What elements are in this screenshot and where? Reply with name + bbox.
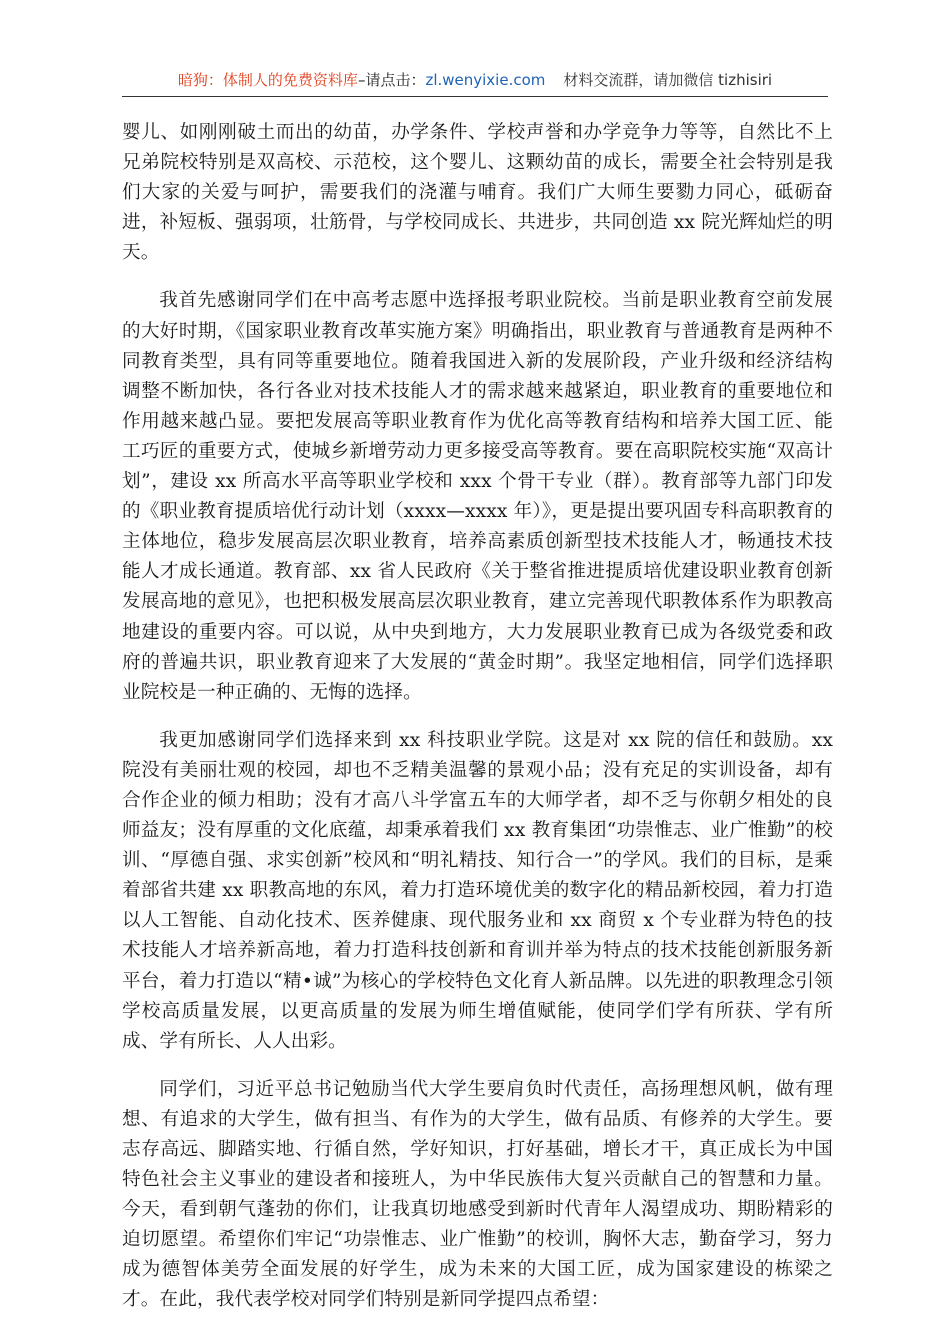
page-header bbox=[122, 66, 828, 97]
header-contact: 材料交流群，请加微信 tizhisiri bbox=[563, 71, 773, 89]
paragraph-students-hopes: 同学们，习近平总书记勉励当代大学生要肩负时代责任，高扬理想风帆，做有理想、有追求的大学生，做有担当、有作为的大学生，做有品质、有修养的大学生。要志存高远、脚踏实地、行循自然，学好知识，打好基础，增长才干，真正成长为中国特色社会主义事业的建设者和接班人，为中华民族伟大复兴贡献自己的智慧和力量。今天，看到朝气蓬勃的你们，让我真切地感受到新时代青年人渴望成功、期盼精彩的迫切愿望。希望你们牢记“功崇惟志、业广惟勤”的校训，胸怀大志，勤奋学习，努力成为德智体美劳全面发展的好学生，成为未来的大国工匠，成为国家建设的栋梁之才。在此，我代表学校对同学们特别是新同学提四点希望： bbox=[122, 1078, 833, 1311]
header-link[interactable]: zl.wenyixie.com bbox=[425, 71, 546, 89]
paragraph-vocational-choice: 我首先感谢同学们在中高考志愿中选择报考职业院校。当前是职业教育空前发展的大好时期，《国家职业教育改革实施方案》明确指出，职业教育与普通教育是两种不同教育类型，具有同等重要地位。随着我国进入新的发展阶段，产业升级和经济结构调整不断加快，各行各业对技术技能人才的需求越来越紧迫，职业教育的重要地位和作用越来越凸显。要把发展高等职业教育作为优化高等教育结构和培养大国工匠、能工巧匠的重要方式，使城乡新增劳动力更多接受高等教育。要在高职院校实施“双高计划”，建设 xx 所高水平高等职业学校和 xxx 个骨干专业（群）。教育部等九部门印发的《职业教育提质培优行动计划（xxxx—xxxx 年）》，更是提出要巩固专科高职教育的主体地位，稳步发展高层次职业教育，培养高素质创新型技术技能人才，畅通技术技能人才成长通道。教育部、xx 省人民政府《关于整省推进提质培优建设职业教育创新发展高地的意见》，也把积极发展高层次职业教育，建立完善现代职教体系作为职教高地建设的重要内容。可以说，从中央到地方，大力发展职业教育已成为各级党委和政府的普遍共识，职业教育迎来了大发展的“黄金时期”。我坚定地相信，同学们选择职业院校是一种正确的、无悔的选择。 bbox=[122, 290, 833, 703]
paragraph-continued: 婴儿、如刚刚破土而出的幼苗，办学条件、学校声誉和办学竞争力等等，自然比不上兄弟院校特别是双高校、示范校，这个婴儿、这颗幼苗的成长，需要全社会特别是我们大家的关爱与呵护，需要我们的浇灌与哺育。我们广大师生要勠力同心，砥砺奋进，补短板、强弱项，壮筋骨，与学校同成长、共进步，共同创造 xx 院光辉灿烂的明天。 bbox=[122, 122, 833, 264]
header-prompt: –请点击： bbox=[357, 71, 426, 89]
document-body bbox=[122, 118, 833, 1334]
paragraph-college-choice: 我更加感谢同学们选择来到 xx 科技职业学院。这是对 xx 院的信任和鼓励。xx 院没有美丽壮观的校园，却也不乏精美温馨的景观小品；没有充足的实训设备，却有合作企业的倾力相助；没有才高八斗学富五车的大师学者，却不乏与你朝夕相处的良师益友；没有厚重的文化底蕴，却秉承着我们 xx 教育集团“功崇惟志、业广惟勤”的校训、“厚德自强、求实创新”校风和“明礼精技、知行合一”的学风。我们的目标，是乘着部省共建 xx 职教高地的东风，着力打造环境优美的数字化的精品新校园，着力打造以人工智能、自动化技术、医养健康、现代服务业和 xx 商贸 x 个专业群为特色的技术技能人才培养新高地，着力打造科技创新和育训并举为特点的技术技能创新服务新平台，着力打造以“精•诚”为核心的学校特色文化育人新品牌。以先进的职教理念引领学校高质量发展，以更高质量的发展为师生增值赋能，使同学们学有所获、学有所成、学有所长、人人出彩。 bbox=[122, 729, 833, 1052]
header-brand: 暗狗：体制人的免费资料库 bbox=[177, 71, 358, 89]
